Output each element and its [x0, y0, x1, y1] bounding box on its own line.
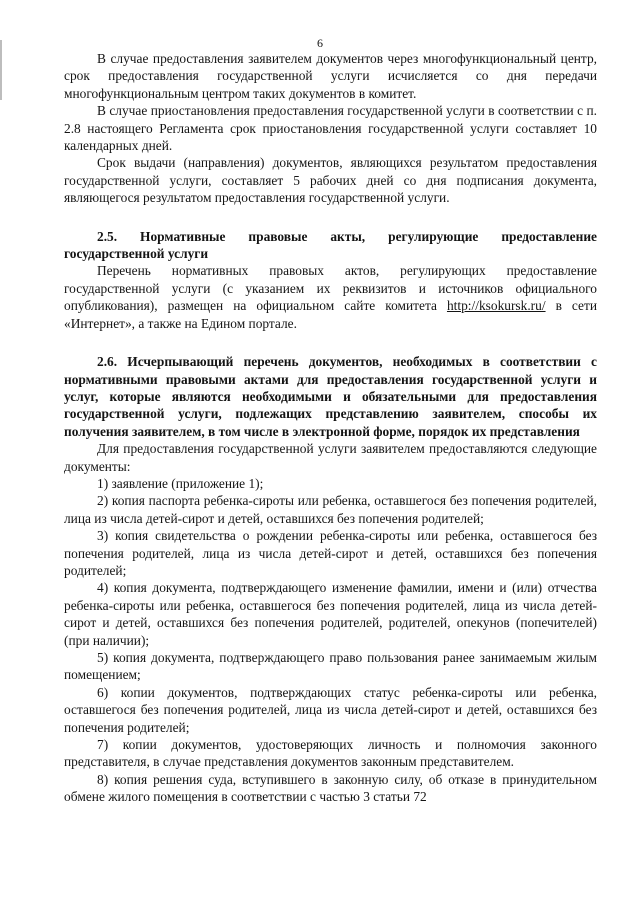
- paragraph-issue-term: Срок выдачи (направления) документов, являющихся результатом предоставления государственной услуги, составляет 5 рабочих дней со дня подписания документа, являющегося результатом предоставления государственной услуги.: [64, 155, 597, 206]
- list-item-1: 1) заявление (приложение 1);: [97, 475, 264, 491]
- heading-section-2-6: 2.6. Исчерпывающий перечень документов, необходимых в соответствии с нормативными правовыми актами для предоставления государственной услуги и услуг, которые являются необходимыми и обязательными для предоставления государственной услуги, подлежащих представлению заявителем, способы их получения заявителем, в том числе в электронной форме, порядок их представления: [64, 354, 597, 439]
- committee-website-link[interactable]: http://ksokursk.ru/: [446, 298, 546, 314]
- paragraph-documents-intro: Для предоставления государственной услуги заявителем предоставляются следующие документы:: [64, 441, 597, 474]
- section-spacer: [64, 332, 597, 353]
- list-item-6: 6) копии документов, подтверждающих статус ребенка-сироты или ребенка, оставшегося без попечения родителей, лица из числа детей-сирот и детей, оставшихся без попечения родителей;: [64, 684, 597, 735]
- list-item-8: 8) копия решения суда, вступившего в законную силу, об отказе в принудительном обмене жилого помещения в соответствии с частью 3 статьи 72: [64, 771, 597, 805]
- list-item-7: 7) копии документов, удостоверяющих личность и полномочия законного представителя, в случае представления документов законным представителем.: [64, 737, 597, 770]
- paragraph-mfc-term: В случае предоставления заявителем документов через многофункциональный центр, срок предоставления государственной услуги исчисляется со дня передачи многофункциональным центром таких документов в комитет.: [64, 51, 597, 101]
- paragraph-suspension-term: В случае приостановления предоставления государственной услуги в соответствии с п. 2.8 настоящего Регламента срок приостановления государственной услуги составляет 10 календарных дней.: [64, 103, 597, 154]
- heading-section-2-5: 2.5. Нормативные правовые акты, регулирующие предоставление государственной услуги: [64, 228, 597, 262]
- list-item-4: 4) копия документа, подтверждающего изменение фамилии, имени и (или) отчества ребенка-сироты или ребенка, оставшегося без попечения родителей, лица из числа детей-сирот и детей, оставшихся без попечения родителей, родителей, опекунов (попечителей) (при наличии);: [64, 580, 597, 648]
- paragraph-legal-acts: [64, 262, 597, 332]
- page-number: 6: [317, 36, 323, 50]
- legal-acts-text-after: в сети «Интернет», а также на Едином портале.: [64, 298, 598, 331]
- section-spacer: [64, 207, 597, 228]
- list-item-3: 3) копия свидетельства о рождении ребенка-сироты или ребенка, оставшегося без попечения родителей, лица из числа детей-сирот и детей, оставшихся без попечения родителей;: [64, 528, 597, 578]
- list-item-2: 2) копия паспорта ребенка-сироты или ребенка, оставшегося без попечения родителей, лица из числа детей-сирот и детей, оставшихся без попечения родителей;: [64, 493, 597, 526]
- list-item-5: 5) копия документа, подтверждающего право пользования ранее занимаемым жилым помещением;: [64, 650, 597, 683]
- legal-acts-text-before: Перечень нормативных правовых актов, регулирующих предоставление государственной услуги (с указанием их реквизитов и источников официального опубликования), размещен на официальном сайте комитета: [64, 263, 597, 314]
- document-body: [64, 50, 597, 806]
